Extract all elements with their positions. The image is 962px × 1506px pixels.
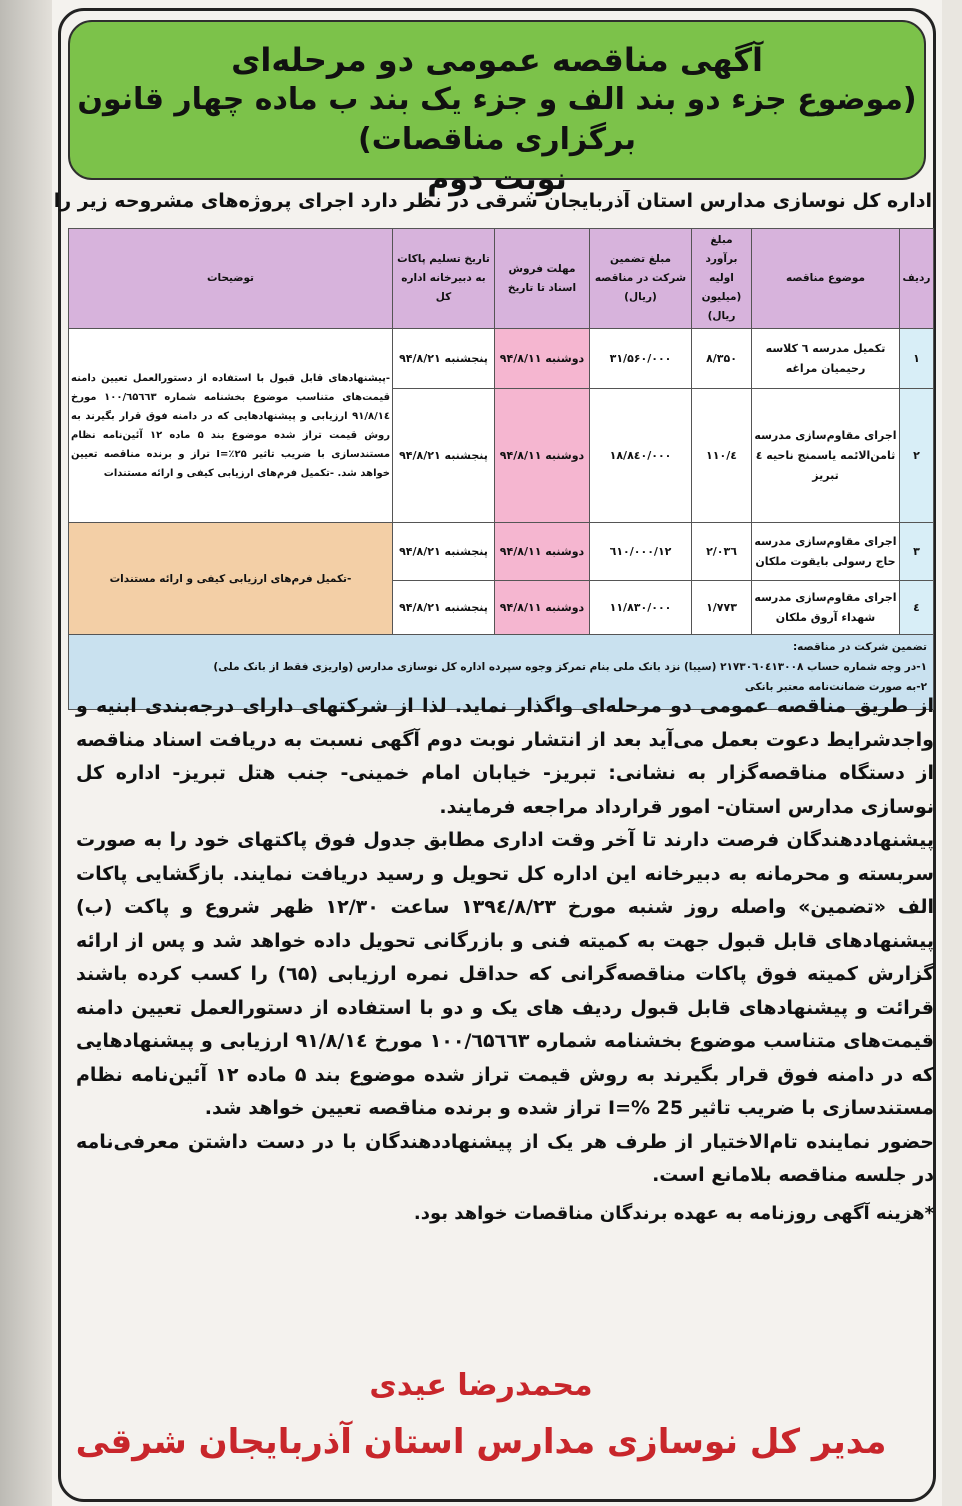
- ad-round: نوبت دوم: [427, 162, 567, 197]
- row-delivery: پنجشنبه ۹۴/۸/۲۱: [393, 581, 495, 635]
- body-paragraph-1: از طریق مناقصه عمومی دو مرحله‌ای واگذار نماید. لذا از شرکتهای دارای درجه‌بندی ابنیه و واجدشرایط دعوت بعمل می‌آید بعد از انتشار نوبت دوم آگهی نسبت به دریافت اسناد مناقصه از دستگاه مناقصه‌گزار به نشانی: تبریز- خیابان امام خمینی- جنب هتل تبریز- اداره کل نوسازی مدارس استان- امور قرارداد مراجعه فرمایند.: [76, 695, 934, 818]
- ad-subtitle: (موضوع جزء دو بند الف و جزء یک بند ب ماده چهار قانون برگزاری مناقصات): [77, 82, 917, 157]
- row-topic: تکمیل مدرسه ٦ کلاسه رحیمیان مراغه: [752, 329, 900, 389]
- row-guarantee: ۳۱/۵۶۰/۰۰۰: [590, 329, 692, 389]
- body-paragraph-2: پیشنهاددهندگان فرصت دارند تا آخر وقت اداری مطابق جدول فوق پاکتهای خود را به صورت سربسته و محرمانه به دبیرخانه این اداره کل تحویل و رسید دریافت نمایند. بازگشایی پاکات الف «تضمین» واصله روز شنبه مورخ ۱۳۹٤/۸/۲۳ ساعت ۱۲/۳۰ ظهر شروع و پاکت (ب) پیشنهادهای قابل قبول جهت به کمیته فنی و بازرگانی تحویل داده خواهد شد و پس از ارائه گزارش کمیته فوق پاکات مناقصه‌گرانی که حداقل نمره ارزیابی (٦۵) را کسب کرده باشند قرائت و پیشنهادهای قابل قبول ردیف های یک و دو با استفاده از دستورالعمل تعیین دامنه قیمت‌های متناسب موضوع بخشنامه شماره ۱۰۰/٦۵٦٦۳ مورخ ۹۱/۸/۱٤ ارزیابی و پیشنهادهایی که در دامنه فوق قرار بگیرند به روش قیمت تراز شده موضوع بند ۵ ماده ۱۲ آئین‌نامه نظام مستندسازی با ضریب تاثیر 25 %=I تراز شده و برنده مناقصه تعیین خواهد شد.: [76, 829, 935, 1119]
- table-row: [69, 523, 934, 581]
- intro-text: اداره کل نوسازی مدارس استان آذربایجان شرقی در نظر دارد اجرای پروژه‌های مشروحه زیر را: [53, 190, 932, 212]
- row-sale: دوشنبه ۹۴/۸/۱۱: [495, 523, 590, 581]
- body-note: *هزینه آگهی روزنامه به عهده برندگان مناقصات خواهد بود.: [413, 1202, 934, 1224]
- row-topic: اجرای مقاوم‌سازی مدرسه حاج رسولی بایقوت ملکان: [752, 523, 900, 581]
- header-guarantee: مبلغ تضمین شرکت در مناقصه (ریال): [590, 229, 692, 329]
- table-row: [69, 329, 934, 389]
- row-estimate: ۲/۰۳٦: [692, 523, 752, 581]
- page-edge: [0, 0, 52, 1506]
- row-estimate: ۸/۳۵۰: [692, 329, 752, 389]
- body-paragraph-3: حضور نماینده تام‌الاختیار از طرف هر یک از پیشنهاددهندگان با در دست داشتن معرفی‌نامه در جلسه مناقصه بلامانع است.: [76, 1130, 934, 1186]
- row-topic: اجرای مقاوم‌سازی مدرسه شهداء آروق ملکان: [752, 581, 900, 635]
- header-estimate: مبلغ برآورد اولیه (میلیون ریال): [692, 229, 752, 329]
- header-sale: مهلت فروش اسناد تا تاریخ: [495, 229, 590, 329]
- row-sale: دوشنبه ۹۴/۸/۱۱: [495, 581, 590, 635]
- ad-header: [68, 20, 926, 197]
- row-delivery: پنجشنبه ۹۴/۸/۲۱: [393, 523, 495, 581]
- row-number: ٤: [900, 581, 934, 635]
- header-row-number: ردیف: [900, 229, 934, 329]
- header-topic: موضوع مناقصه: [752, 229, 900, 329]
- row-guarantee: ۱۱/۸۳۰/۰۰۰: [590, 581, 692, 635]
- row-estimate: ٤/۱۱۰: [692, 389, 752, 523]
- signatory-name: محمدرضا عیدی: [369, 1368, 593, 1403]
- row-delivery: پنجشنبه ۹۴/۸/۲۱: [393, 389, 495, 523]
- row-notes: -پیشنهادهای قابل قبول با استفاده از دستورالعمل تعیین دامنه قیمت‌های متناسب موضوع بخشنامه شماره ۱۰۰/٦۵٦٦۳ مورخ ۹۱/۸/۱٤ ارزیابی و پیشنهادهایی که در دامنه فوق قرار بگیرند به روش قیمت تراز شده موضوع بند ۵ ماده ۱۲ آئین‌نامه نظام مستندسازی با ضریب تاثیر ۲۵٪=I تراز و برنده مناقصه تعیین خواهد شد. -تکمیل فرم‌های ارزیابی کیفی و ارائه مستندات: [69, 329, 393, 523]
- row-delivery: پنجشنبه ۹۴/۸/۲۱: [393, 329, 495, 389]
- ad-body: [76, 690, 934, 1230]
- guarantee-option-1: ۱-در وجه شماره حساب ۲۱۷۳۰٦۰٤۱۳۰۰۸ (سیبا) نزد بانک ملی بنام تمرکز وجوه سپرده اداره کل نوسازی مدارس (واریزی فقط از بانک ملی): [213, 661, 927, 673]
- guarantee-title: تضمین شرکت در مناقصه:: [792, 641, 927, 653]
- row-notes-2: -تکمیل فرم‌های ارزیابی کیفی و ارائه مستندات: [69, 523, 393, 635]
- row-sale: دوشنبه ۹۴/۸/۱۱: [495, 389, 590, 523]
- row-number: ۱: [900, 329, 934, 389]
- tender-table: [68, 228, 934, 710]
- row-number: ۲: [900, 389, 934, 523]
- ad-title: آگهی مناقصه عمومی دو مرحله‌ای: [231, 41, 763, 79]
- header-delivery: تاریخ تسلیم پاکات به دبیرخانه اداره کل: [393, 229, 495, 329]
- row-sale: دوشنبه ۹۴/۸/۱۱: [495, 329, 590, 389]
- guarantee-option-2: ۲-به صورت ضمانت‌نامه معتبر بانکی: [744, 681, 927, 693]
- row-estimate: ۱/۷۷۳: [692, 581, 752, 635]
- row-guarantee: ۱۲/٦۱۰/۰۰۰: [590, 523, 692, 581]
- row-guarantee: ۱۸/۸٤۰/۰۰۰: [590, 389, 692, 523]
- header-notes: توضیحات: [69, 229, 393, 329]
- table-header-row: [69, 229, 934, 329]
- row-number: ۳: [900, 523, 934, 581]
- signatory-title: مدیر کل نوسازی مدارس استان آذربایجان شرقی: [75, 1422, 887, 1462]
- row-topic: اجرای مقاوم‌سازی مدرسه ثامن‌الائمه یاسمنج ناحیه ٤ تبریز: [752, 389, 900, 523]
